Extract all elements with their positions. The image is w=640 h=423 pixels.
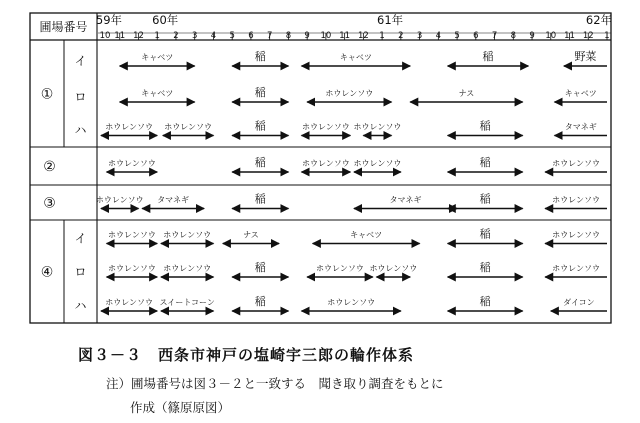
month-label: 11 — [339, 31, 351, 41]
crop-name-label: 稲 — [254, 86, 266, 99]
crop-name-label: 稲 — [482, 50, 494, 63]
crop-name-label: ホウレンソウ — [552, 264, 600, 273]
crop-name-label: ホウレンソウ — [108, 264, 156, 273]
year-label: 60年 — [152, 13, 179, 27]
month-label: 1 — [604, 31, 610, 41]
crop-name-label: ホウレンソウ — [301, 122, 350, 132]
month-label: 7 — [266, 31, 273, 41]
figure-caption: 図３－３ 西条市神戸の塩崎宇三郎の輪作体系 — [78, 346, 415, 364]
crop-name-label: ホウレンソウ — [95, 195, 144, 205]
month-label: 11 — [114, 31, 126, 41]
month-label: 10 — [545, 31, 557, 41]
month-label: 6 — [248, 31, 254, 41]
crop-name-label: タマネギ — [564, 122, 597, 132]
figure-note-line-2: 作成（篠原原図） — [130, 400, 231, 415]
header-label: 圃場番号 — [39, 20, 88, 34]
plot-sub-label: ロ — [74, 265, 87, 279]
crop-name-label: ホウレンソウ — [369, 264, 418, 273]
crop-name-label: 稲 — [479, 156, 491, 169]
crop-name-label: タマネギ — [389, 195, 422, 205]
month-label: 2 — [398, 31, 404, 41]
plot-group-label: ④ — [40, 264, 54, 281]
crop-name-label: 稲 — [254, 261, 266, 274]
crop-name-label: 稲 — [479, 261, 491, 274]
month-label: 12 — [133, 31, 144, 41]
year-label: 61年 — [377, 13, 404, 27]
crop-name-label: ホウレンソウ — [163, 264, 212, 273]
month-label: 9 — [529, 31, 535, 41]
crop-name-label: 稲 — [254, 295, 266, 308]
month-label: 7 — [491, 31, 498, 41]
crop-name-label: 稲 — [254, 156, 266, 169]
crop-name-label: 稲 — [254, 119, 266, 133]
crop-name-label: ホウレンソウ — [552, 230, 600, 240]
crop-name-label: ホウレンソウ — [105, 122, 154, 132]
plot-sub-label: イ — [74, 54, 87, 68]
crop-name-label: キャベツ — [339, 53, 372, 62]
crop-name-label: ホウレンソウ — [327, 298, 376, 307]
crop-name-label: キャベツ — [141, 53, 174, 62]
month-label: 1 — [379, 31, 385, 41]
crop-name-label: キャベツ — [141, 89, 174, 98]
plot-group-label: ② — [43, 159, 56, 175]
crop-name-label: ナス — [458, 89, 475, 98]
crop-name-label: ホウレンソウ — [552, 159, 600, 168]
month-label: 8 — [510, 31, 517, 41]
year-label: 62年 — [585, 13, 613, 27]
plot-sub-label: ハ — [74, 123, 87, 138]
month-label: 12 — [357, 31, 369, 41]
month-label: 11 — [564, 31, 575, 41]
month-label: 8 — [285, 31, 292, 41]
month-label: 9 — [304, 31, 310, 41]
month-label: 10 — [320, 31, 332, 41]
crop-name-label: タマネギ — [157, 195, 190, 205]
crop-name-label: ホウレンソウ — [163, 230, 212, 240]
month-label: 6 — [473, 31, 479, 41]
crop-name-label: ホウレンソウ — [164, 122, 213, 132]
crop-name-label: ホウレンソウ — [353, 122, 402, 132]
crop-name-label: 稲 — [479, 119, 491, 133]
month-label: 12 — [582, 31, 594, 41]
plot-sub-label: ロ — [74, 90, 87, 104]
month-label: 4 — [210, 31, 217, 41]
figure-note-line-1: 注）圃場番号は図３－２と一致する 聞き取り調査をもとに — [106, 376, 444, 391]
crop-name-label: ホウレンソウ — [108, 230, 156, 240]
month-label: 4 — [435, 31, 442, 41]
crop-name-label: ナス — [243, 230, 259, 240]
crop-name-label: ダイコン — [563, 298, 595, 307]
crop-name-label: ホウレンソウ — [353, 159, 402, 168]
month-label: 1 — [154, 31, 160, 41]
crop-name-label: キャベツ — [564, 89, 597, 98]
crop-name-label: 稲 — [254, 50, 266, 63]
month-label: 5 — [454, 31, 460, 41]
month-label: 3 — [191, 31, 198, 41]
month-label: 2 — [173, 31, 179, 41]
crop-name-label: スイートコーン — [159, 298, 215, 307]
crop-name-label: ホウレンソウ — [552, 195, 600, 205]
month-label: 3 — [416, 31, 423, 41]
crop-name-label: ホウレンソウ — [325, 89, 374, 98]
crop-name-label: ホウレンソウ — [316, 264, 364, 273]
year-label: 59年 — [95, 13, 123, 27]
month-label: 5 — [229, 31, 235, 41]
plot-group-label: ① — [40, 86, 54, 103]
plot-sub-label: イ — [74, 231, 87, 246]
crop-name-label: ホウレンソウ — [108, 159, 156, 168]
crop-name-label: 稲 — [479, 295, 491, 308]
crop-name-label: ホウレンソウ — [301, 159, 350, 168]
crop-name-label: 稲 — [254, 192, 266, 206]
crop-name-label: 稲 — [479, 192, 491, 206]
plot-sub-label: ハ — [74, 299, 87, 313]
crop-name-label: 野菜 — [574, 50, 597, 63]
plot-group-label: ③ — [43, 195, 56, 212]
crop-name-label: ホウレンソウ — [105, 298, 154, 307]
crop-name-label: 稲 — [479, 227, 491, 241]
crop-name-label: キャベツ — [350, 230, 383, 240]
month-label: 10 — [99, 31, 111, 41]
